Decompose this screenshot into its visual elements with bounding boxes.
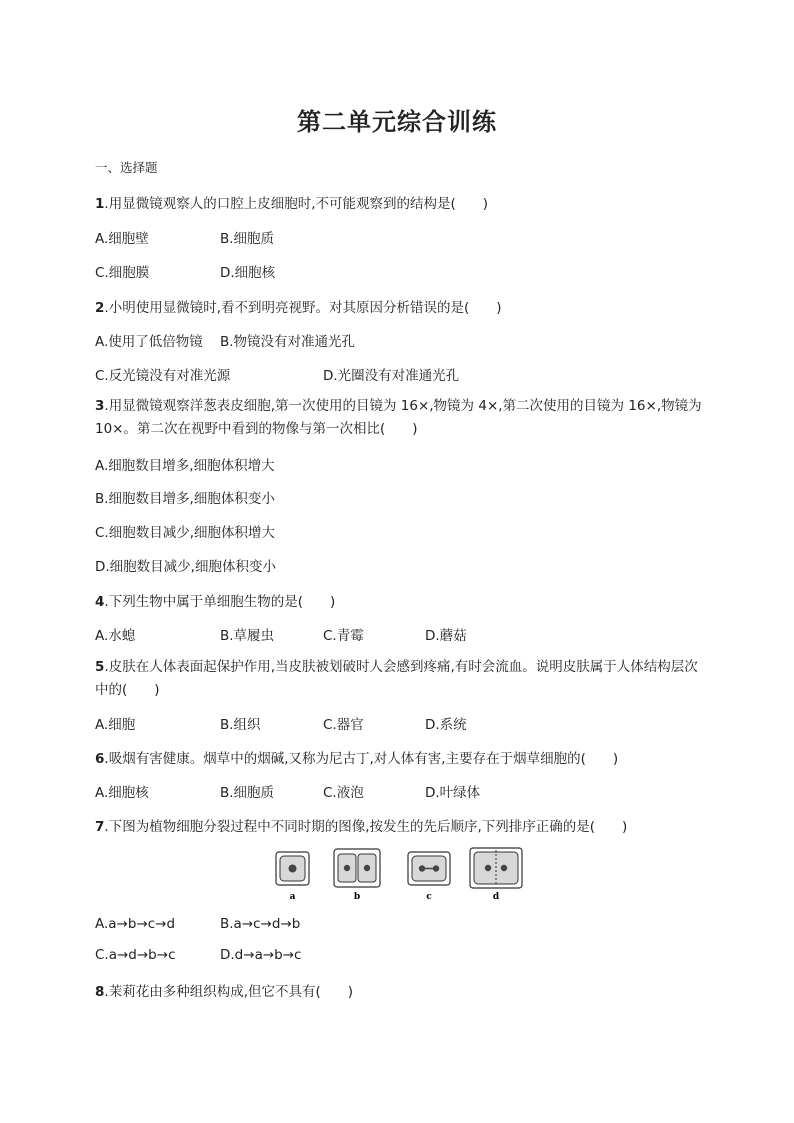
question-number: 7 xyxy=(95,819,105,835)
figure-label-d: d xyxy=(492,892,500,902)
option-d: D.蘑菇 xyxy=(425,628,467,644)
question-text: .下图为植物细胞分裂过程中不同时期的图像,按发生的先后顺序,下列排序正确的是( ) xyxy=(104,819,628,835)
option-d: D.细胞数目减少,细胞体积变小 xyxy=(95,559,276,575)
option-c: C.液泡 xyxy=(323,785,364,801)
option-c: C.细胞膜 xyxy=(95,265,150,281)
question-text: .小明使用显微镜时,看不到明亮视野。对其原因分析错误的是( ) xyxy=(104,300,502,316)
option-b: B.细胞数目增多,细胞体积变小 xyxy=(95,491,275,507)
option-b: B.a→c→d→b xyxy=(220,916,301,932)
figure-label-c: c xyxy=(426,892,432,902)
option-c: C.器官 xyxy=(323,717,364,733)
question-7 xyxy=(95,815,627,835)
cell-division-figure xyxy=(274,846,526,906)
option-d: D.d→a→b→c xyxy=(220,947,302,963)
question-text: .下列生物中属于单细胞生物的是( ) xyxy=(104,594,336,610)
question-text: .茉莉花由多种组织构成,但它不具有( ) xyxy=(104,984,354,1000)
figure-label-a: a xyxy=(289,892,296,902)
option-d: D.光圈没有对准通光孔 xyxy=(323,368,460,384)
option-a: A.细胞核 xyxy=(95,785,149,801)
question-3 xyxy=(95,395,705,441)
question-number: 1 xyxy=(95,196,105,212)
question-1 xyxy=(95,192,488,212)
question-8 xyxy=(95,980,353,1000)
option-b: B.细胞质 xyxy=(220,785,275,801)
option-d: D.叶绿体 xyxy=(425,785,481,801)
option-b: B.物镜没有对准通光孔 xyxy=(220,334,356,350)
question-number: 5 xyxy=(95,659,105,675)
option-c: C.a→d→b→c xyxy=(95,947,176,963)
option-c: C.细胞数目减少,细胞体积增大 xyxy=(95,525,276,541)
question-text: .吸烟有害健康。烟草中的烟碱,又称为尼古丁,对人体有害,主要存在于烟草细胞的( ) xyxy=(104,751,619,767)
figure-label-b: b xyxy=(353,892,361,902)
cell-stage-c xyxy=(408,852,450,885)
page-title: 第二单元综合训练 xyxy=(297,108,497,136)
option-c: C.反光镜没有对准光源 xyxy=(95,368,231,384)
question-5 xyxy=(95,656,705,702)
cell-stage-b xyxy=(334,849,380,887)
question-2 xyxy=(95,296,502,316)
question-number: 3 xyxy=(95,398,105,414)
option-d: D.系统 xyxy=(425,717,467,733)
cell-stage-a xyxy=(276,852,309,885)
question-4 xyxy=(95,590,335,610)
question-text: .皮肤在人体表面起保护作用,当皮肤被划破时人会感到疼痛,有时会流血。说明皮肤属于人体结构层次中的( ) xyxy=(95,659,698,698)
option-a: A.使用了低倍物镜 xyxy=(95,334,203,350)
question-text: .用显微镜观察洋葱表皮细胞,第一次使用的目镜为 16×,物镜为 4×,第二次使用的目镜为 16×,物镜为 10×。第二次在视野中看到的物像与第一次相比( ) xyxy=(95,398,702,437)
option-b: B.组织 xyxy=(220,717,261,733)
option-a: A.水螅 xyxy=(95,628,136,644)
question-6 xyxy=(95,747,618,767)
option-b: B.细胞质 xyxy=(220,231,275,247)
cell-stage-d xyxy=(470,848,522,888)
option-d: D.细胞核 xyxy=(220,265,276,281)
option-c: C.青霉 xyxy=(323,628,364,644)
section-heading: 一、选择题 xyxy=(95,160,158,175)
question-number: 4 xyxy=(95,594,105,610)
option-a: A.细胞数目增多,细胞体积增大 xyxy=(95,458,275,474)
option-b: B.草履虫 xyxy=(220,628,275,644)
question-text: .用显微镜观察人的口腔上皮细胞时,不可能观察到的结构是( ) xyxy=(104,196,489,212)
question-number: 6 xyxy=(95,751,105,767)
option-a: A.细胞壁 xyxy=(95,231,149,247)
option-a: A.a→b→c→d xyxy=(95,916,176,932)
question-number: 2 xyxy=(95,300,105,316)
option-a: A.细胞 xyxy=(95,717,136,733)
question-number: 8 xyxy=(95,984,105,1000)
